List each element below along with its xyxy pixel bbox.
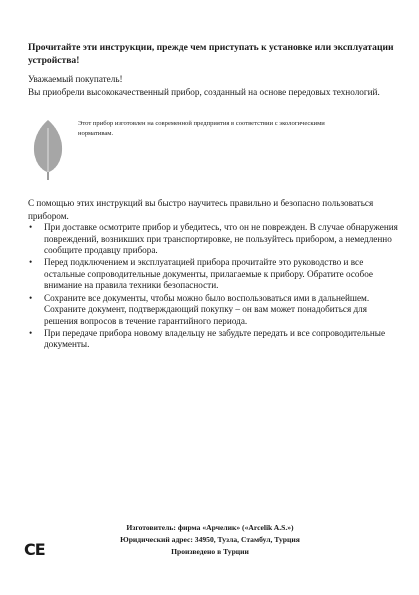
- page-heading: Прочитайте эти инструкции, прежде чем приступать к установке или эксплуатации устройства!: [28, 42, 394, 66]
- leaf-icon: [28, 118, 68, 180]
- manufacturer-footer: [70, 522, 350, 558]
- bullet-marker: •: [29, 257, 33, 268]
- list-item: [28, 222, 400, 257]
- legal-address: Юридический адрес: 34950, Тузла, Стамбул, Турция: [120, 535, 300, 544]
- made-in: Произведено в Турции: [171, 547, 249, 556]
- bullet-marker: •: [29, 327, 33, 338]
- list-item-text: При доставке осмотрите прибор и убедитесь, что он не поврежден. В случае обнаружения повреждений, возникших при транспортировке, не пользуйтесь прибором, а немедленно сообщите продавцу прибора.: [44, 222, 398, 256]
- bullet-marker: •: [29, 222, 33, 232]
- list-item: [28, 293, 400, 328]
- ce-mark: CE: [24, 540, 45, 559]
- intro-text: С помощью этих инструкций вы быстро научитесь правильно и безопасно пользоваться прибором.: [28, 198, 374, 221]
- list-item: [28, 328, 400, 351]
- instruction-list: [28, 222, 400, 352]
- greeting-block: [28, 73, 400, 98]
- list-item: [28, 257, 400, 292]
- manufacturer-name: Изготовитель: фирма «Арчелик» («Arcelik A.S.»): [126, 523, 294, 532]
- list-item-text: Перед подключением и эксплуатацией прибора прочитайте это руководство и все остальные сопроводительные документы, прилагаемые к прибору. Обратите особое внимание на правила техники безопасности.: [44, 257, 373, 291]
- bullet-marker: •: [29, 292, 33, 303]
- greeting: Уважаемый покупатель!: [28, 74, 123, 84]
- eco-note: Этот прибор изготовлен на современной предприятия в соответствии с экологическими нормативам.: [78, 120, 325, 137]
- greeting-text: Вы приобрели высококачественный прибор, созданный на основе передовых технологий.: [28, 86, 380, 97]
- list-item-text: Сохраните все документы, чтобы можно было воспользоваться ими в дальнейшем. Сохраните документ, подтверждающий покупку – он вам может понадобиться для решения вопросов в течение гарантийного периода.: [44, 292, 370, 326]
- list-item-text: При передаче прибора новому владельцу не забудьте передать и все сопроводительные документы.: [44, 327, 386, 350]
